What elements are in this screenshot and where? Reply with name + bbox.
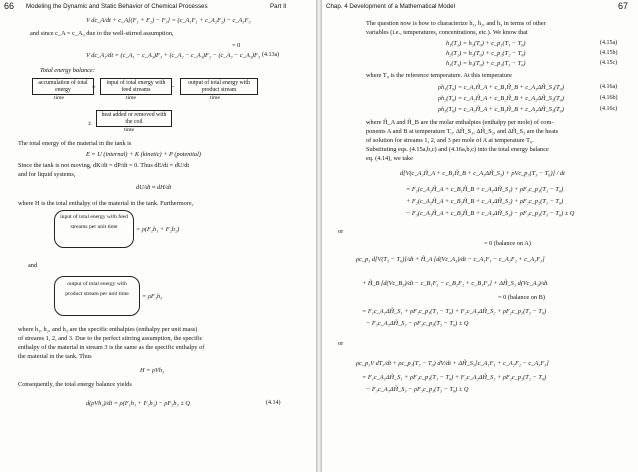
equation: V dc_A/dt + c_A[(F₁ + F₂) − F₃] = (c_A₁F₁ + c_A₂F₂) − c_A₃F₃: [86, 17, 251, 24]
text-line: enthalpy of the material in stream 3 is the same as the specific enthalpy of: [18, 344, 205, 351]
text-line: where H is the total enthalpy of the material in the tank. Furthermore,: [18, 200, 194, 207]
equation: V dc_A₃/dt = (c_A₁ − c_A₃)F₁ + (c_A₂ − c_A₃)F₂ − (c_A₃ − c_A₃)F₃: [86, 52, 261, 59]
equation: h₁(T₁) = h₁(T₀) + c_p₁(T₁ − T₀): [446, 40, 526, 47]
time-label: time: [126, 95, 136, 101]
equation: + F₂(c_A₂H̃_A + c_B₂H̃_B + c_A₂ΔH̃_S₂) + ρF₂c_p₂(T₂ − T₀): [406, 198, 564, 205]
equation-number: (4.16a): [600, 84, 618, 90]
right-page: [322, 0, 638, 472]
time-label: time: [210, 95, 220, 101]
text-line: The question now is how to characterize h₁, h₂, and h₃ in terms of other: [366, 20, 546, 27]
input-flow-text: input of total energy with feed streams per unit time: [60, 214, 128, 230]
equation-number: (4.13a): [262, 52, 280, 58]
equation: = F₁(c_A₁H̃_A + c_B₁H̃_B + c_A₁ΔH̃_S₁) + ρF₁c_p₁(T₁ − T₀): [406, 186, 564, 193]
text-line: Since the tank is not moving, dK/dt = dP/dt = 0. Thus dE/dt = dU/dt: [18, 162, 190, 169]
text-line: of solution for streams 1, 2, and 3 per mole of A at temperature T₀.: [366, 137, 534, 144]
time-label: time: [124, 127, 134, 133]
equation: d(ρVh₃)/dt = ρ(F₁h₁ + F₂h₂) − ρF₃h₃ ± Q: [86, 400, 190, 407]
text-line: and since c_A = c_A₃ due to the well-stirred assumption,: [30, 30, 174, 37]
text-line: where T₀ is the reference temperature. At this temperature: [366, 72, 512, 79]
balance-note: = 0 (balance on A): [484, 240, 531, 247]
equation-number: (4.15c): [600, 60, 618, 66]
equation: + H̃_B [d(Vc_B₃)/dt − c_B₁F₁ − c_B₂F₂ + c_B₃F₃] + ΔH̃_S₃ d(Vc_A₃)/dt: [362, 280, 548, 287]
text-line: and for liquid systems,: [18, 171, 76, 178]
equation: ρc_p₃ d[V(T₃ − T₀)]/dt + H̃_A [d(Vc_A₃)/dt − c_A₁F₁ − c_A₂F₂ + c_A₃F₃]: [356, 256, 545, 263]
equation: ρh₂(T₀) = c_A₂H̃_A + c_B₂H̃_B + c_A₂ΔH̃_S₂(T₀): [438, 95, 564, 102]
equation: dU/dt ≈ dH/dt: [136, 184, 172, 191]
equation: h₂(T₂) = h₂(T₀) + c_p₂(T₂ − T₀): [446, 50, 526, 57]
text-line: of streams 1, 2, and 3. Due to the perfect stirring assumption, the specific: [18, 335, 203, 342]
equation-number: (4.15b): [600, 50, 618, 56]
equation: ρh₃(T₀) = c_A₃H̃_A + c_B₃H̃_B + c_A₃ΔH̃_S₃(T₀): [438, 106, 564, 113]
equation: = ρ(F₁h₁ + F₂h₂): [136, 226, 180, 233]
input-box: input of total energy with feed streams: [100, 78, 172, 95]
equation-number: (4.16b): [600, 95, 618, 101]
text-line: variables (i.e., temperatures, concentrations, etc.). We know that: [366, 29, 528, 36]
equation: E = U (internal) + K (kinetic) + P (potential): [86, 151, 201, 158]
equation: h₃(T₃) = h₃(T₀) + c_p₃(T₃ − T₀): [446, 60, 526, 67]
equation: ρc_p₃V dT₃/dt + ρc_p₃(T₃ − T₀) dV/dt + ΔH̃_S₃[c_A₁F₁ + c_A₂F₂ − c_A₃F₃]: [356, 360, 549, 367]
text-line: eq. (4.14), we take: [366, 155, 413, 162]
equation: − F₃c_A₃ΔH̃_S₃ − ρF₃c_p₃(T₃ − T₀) ± Q: [366, 320, 469, 327]
equation-number: (4.14): [266, 400, 281, 406]
left-page: 66 Modeling the Dynamic and Static Behavior of Chemical Processes Part II V dc_A/dt + c_A[(F₁ + F₂) − F₃] = (c_A₁F₁ + c_A₂F₂) − c_A₃F₃ and since c_A = c_A₃ due to the well-stirred assumption, = 0 V dc_A₃/dt = (c_A₁ − c_A₃)F₁ + (c_A₂ − c_A₃)F₂ − (c_A₃ − c_A₃)F₃ (4.13a) Total energy balance: accumulation of total energy time = input of total energy with feed streams time − output of total energy with product stream time ± heat added or removed with the coil time The total energy of the material in the tank is E = U (internal) + K (kinetic) + P (potential) Since the tank is not moving, dK/dt = dP/dt = 0. Thus dE/dt = dU/dt and for liquid systems, dU/dt ≈ dH/dt where H is the total enthalpy of the material in the tank. Furthermore, input of total energy with feed streams per unit time = ρ(F₁h₁ + F₂h₂) and output of total energy with product stream per unit time = ρF₃h₃ where h₁, h₂, and h₃ are the specific enthalpies (enthalpy per unit mass) of streams 1, 2, and 3. Due to the perfect stirring assumption, the specific enthalpy of the material in stream 3 is the same as the specific enthalpy of the material in the tank. Thus H = ρVh₃ Consequently, the total energy balance yields d(ρVh₃)/dt = ρ(F₁h₁ + F₂h₂) − ρF₃h₃ ± Q (4.14): [0, 0, 316, 472]
equation: = F₁c_A₁ΔH̃_S₁ + ρF₁c_p₁(T₁ − T₀) + F₂c_A₂ΔH̃_S₂ + ρF₂c_p₂(T₂ − T₀): [362, 308, 547, 315]
equation: H = ρVh₃: [140, 367, 165, 374]
equation-number: (4.15a): [600, 40, 618, 46]
plus-minus: ±: [88, 120, 92, 127]
text-line: Consequently, the total energy balance yields: [18, 381, 132, 388]
text-line: where H̃_A and H̃_B are the molar enthalpies (enthalpy per mole) of com-: [366, 119, 554, 126]
running-head: Chap. 4 Development of a Mathematical Model: [326, 3, 455, 10]
text-line: the material in the tank. Thus: [18, 353, 92, 360]
zero-annotation: = 0: [232, 42, 241, 49]
accumulation-box: accumulation of total energy: [32, 78, 94, 95]
running-head: Modeling the Dynamic and Static Behavior of Chemical Processes: [26, 3, 208, 10]
equation: − F₃c_A₃ΔH̃_S₃ − ρF₃c_p₃(T₃ − T₀) ± Q: [366, 386, 469, 393]
equation: ρh₁(T₀) = c_A₁H̃_A + c_B₁H̃_B + c_A₁ΔH̃_S₁(T₀): [438, 84, 564, 91]
heat-box: heat added or removed with the coil: [96, 110, 172, 127]
text-line: ponents A and B at temperature T₀. ΔH̃_S₁, ΔH̃_S₂, and ΔH̃_S₃ are the heats: [366, 128, 559, 135]
equation: d[V(c_A₃H̃_A + c_B₃H̃_B + c_A₃ΔH̃_S₃) + ρVc_p₃(T₃ − T₀)] / dt: [400, 170, 565, 177]
text-line: Substituting eqs. (4.15a,b,c) and (4.16a,b,c) into the total energy balance: [366, 146, 549, 153]
balance-note: = 0 (balance on B): [498, 294, 545, 301]
text-line: or: [338, 340, 344, 347]
time-label: time: [54, 95, 64, 101]
output-flow-text: output of total energy with product stream per unit time: [65, 281, 129, 297]
text-line: or: [338, 228, 344, 235]
section-label: Total energy balance:: [40, 67, 95, 74]
part-label: Part II: [270, 3, 287, 10]
page-number: 66: [4, 1, 15, 11]
page-number: 67: [618, 1, 629, 11]
equation: − F₃(c_A₃H̃_A + c_B₃H̃_B + c_A₃ΔH̃_S₃) − ρF₃c_p₃(T₃ − T₀) ± Q: [406, 210, 575, 217]
text-line: The total energy of the material in the tank is: [18, 140, 132, 147]
output-box: output of total energy with product stream: [180, 78, 258, 95]
equation: = ρF₃h₃: [142, 293, 163, 300]
equation: = F₁c_A₁ΔH̃_S₁ + ρF₁c_p₁(T₁ − T₀) + F₂c_A₂ΔH̃_S₂ + ρF₂c_p₂(T₂ − T₀): [362, 374, 547, 381]
text-line: and: [28, 262, 38, 269]
equation-number: (4.16c): [600, 106, 618, 112]
text-line: where h₁, h₂, and h₃ are the specific enthalpies (enthalpy per unit mass): [18, 326, 198, 333]
